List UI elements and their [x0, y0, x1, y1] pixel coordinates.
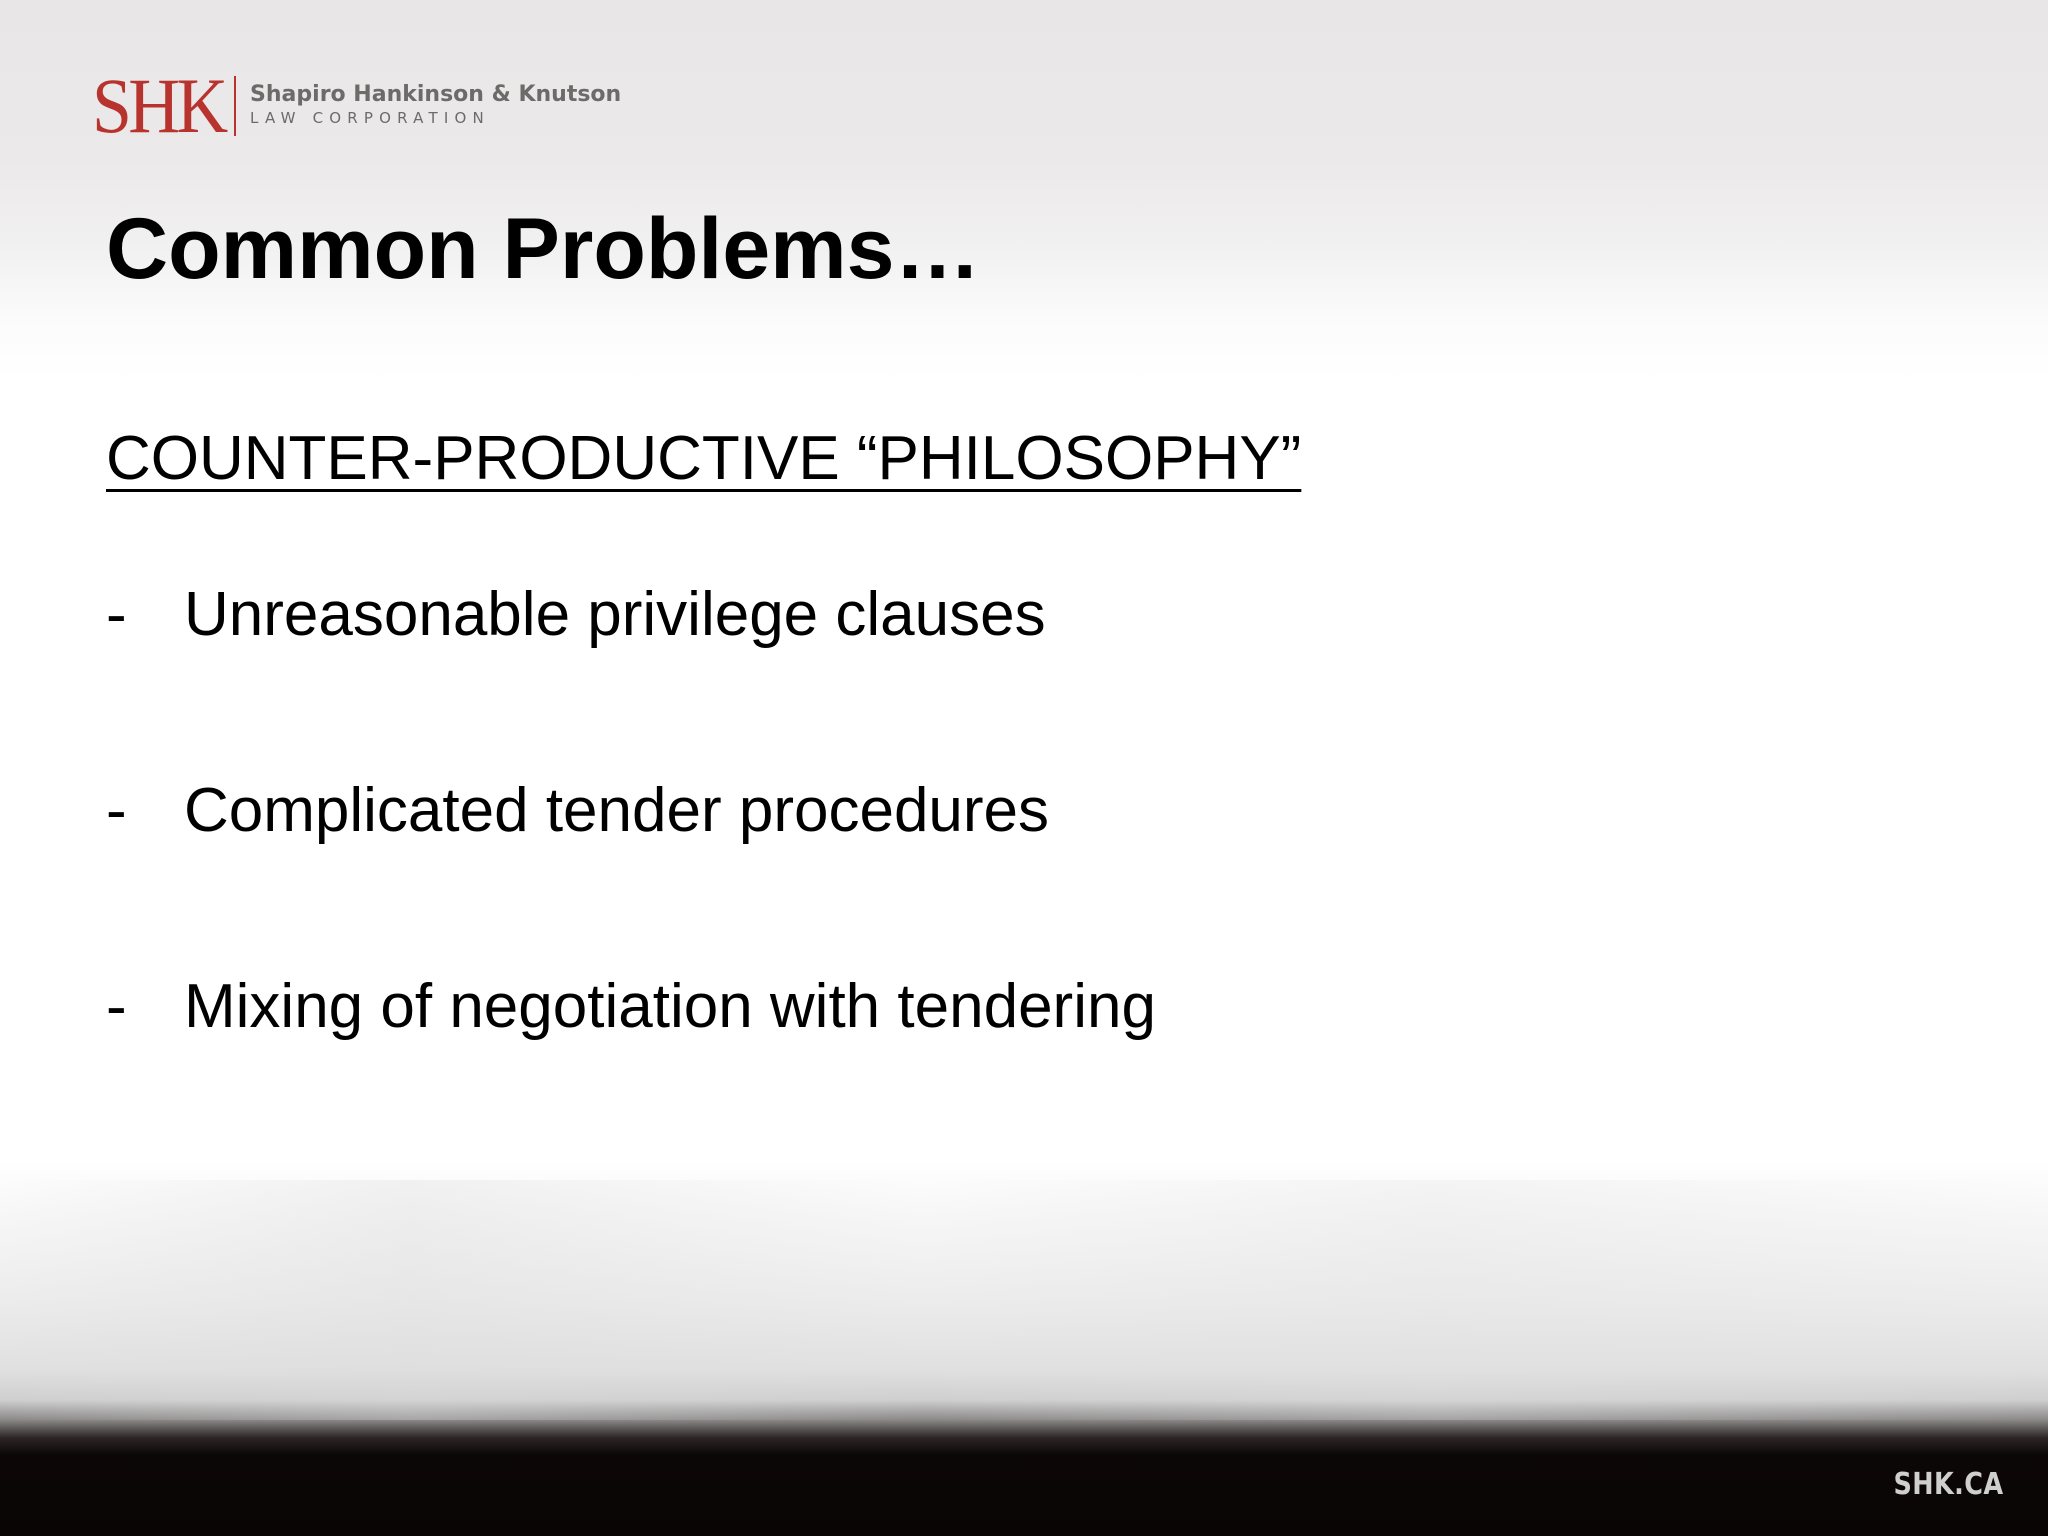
bullet-marker: - — [106, 580, 127, 649]
bullet-item — [106, 578, 1156, 774]
bullet-text: Mixing of negotiation with tendering — [184, 972, 1156, 1041]
logo-subtitle: LAW CORPORATION — [250, 109, 490, 128]
logo-divider — [234, 76, 236, 136]
bullet-item — [106, 774, 1156, 970]
bullet-item — [106, 970, 1156, 1166]
bullet-text: Unreasonable privilege clauses — [184, 580, 1046, 649]
footer-url: SHK.CA — [1893, 1467, 2004, 1502]
logo-text — [250, 83, 621, 129]
bullet-marker: - — [106, 972, 127, 1041]
bullet-text: Complicated tender procedures — [184, 776, 1050, 845]
slide-title: Common Problems… — [106, 201, 981, 297]
firm-logo — [92, 62, 622, 149]
bullet-list — [106, 578, 1156, 1166]
logo-firm-name: Shapiro Hankinson & Knutson — [250, 82, 622, 108]
bullet-marker: - — [106, 776, 127, 845]
logo-mark: SHK — [92, 62, 225, 149]
section-heading: COUNTER-PRODUCTIVE “PHILOSOPHY” — [106, 424, 1302, 493]
